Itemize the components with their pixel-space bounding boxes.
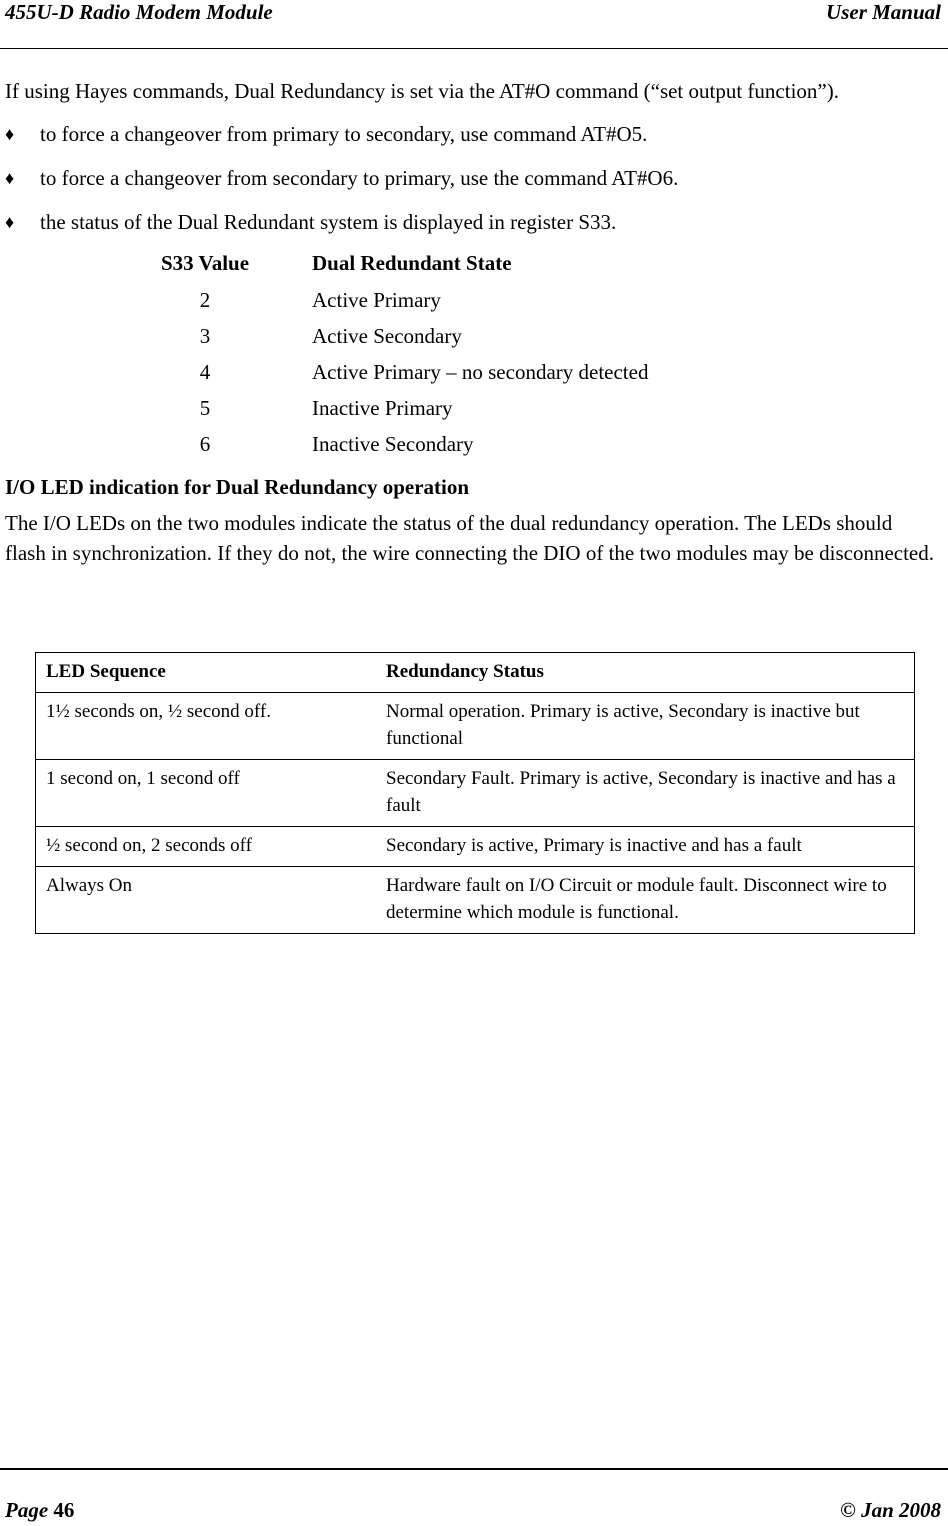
copyright-date: © Jan 2008 [840, 1498, 941, 1522]
section-heading: I/O LED indication for Dual Redundancy operation [5, 475, 470, 500]
header-title: 455U-D Radio Modem Module [5, 0, 273, 24]
s33-value: 2 [199, 288, 211, 313]
table-row [5, 426, 935, 462]
led-sequence-cell: 1½ seconds on, ½ second off. [36, 693, 377, 760]
diamond-bullet-icon: ♦ [5, 212, 15, 233]
redundancy-status-cell: Secondary Fault. Primary is active, Secondary is inactive and has a fault [376, 760, 915, 827]
page-footer [5, 1498, 941, 1524]
table-row [5, 390, 935, 426]
led-sequence-table [35, 652, 915, 934]
s33-value: 6 [199, 432, 211, 457]
command-list [5, 120, 935, 236]
list-item-text: to force a changeover from secondary to primary, use the command AT#O6. [40, 166, 679, 191]
s33-value: 5 [199, 396, 211, 421]
list-item-text: the status of the Dual Redundant system is displayed in register S33. [40, 210, 617, 235]
s33-state: Inactive Secondary [312, 432, 474, 457]
redundancy-status-header: Redundancy Status [376, 653, 915, 693]
header-divider [0, 48, 948, 49]
page-label: Page [5, 1498, 49, 1522]
page-number: 46 [53, 1498, 75, 1522]
dual-redundant-state-header: Dual Redundant State [312, 251, 512, 276]
list-item-text: to force a changeover from primary to secondary, use command AT#O5. [40, 122, 648, 147]
table-row [36, 760, 915, 827]
table-row [36, 827, 915, 867]
led-sequence-header: LED Sequence [36, 653, 377, 693]
table-row [36, 693, 915, 760]
diamond-bullet-icon: ♦ [5, 124, 15, 145]
s33-value: 4 [199, 360, 211, 385]
table-row [5, 318, 935, 354]
s33-state: Active Primary [312, 288, 441, 313]
redundancy-status-cell: Secondary is active, Primary is inactive and has a fault [376, 827, 915, 867]
header-manual-label: User Manual [826, 0, 941, 24]
s33-value: 3 [199, 324, 211, 349]
redundancy-status-cell: Hardware fault on I/O Circuit or module fault. Disconnect wire to determine which module is functional. [376, 867, 915, 934]
table-row [5, 354, 935, 390]
page-number-label [5, 1498, 74, 1523]
table-row [36, 867, 915, 934]
s33-value-header: S33 Value [160, 251, 250, 276]
redundancy-status-cell: Normal operation. Primary is active, Secondary is inactive but functional [376, 693, 915, 760]
page-header [5, 0, 941, 26]
list-item [5, 208, 935, 236]
table-header-row [36, 653, 915, 693]
list-item [5, 164, 935, 192]
s33-value-table [5, 244, 935, 462]
s33-state: Inactive Primary [312, 396, 453, 421]
table-row [5, 282, 935, 318]
led-sequence-cell: ½ second on, 2 seconds off [36, 827, 377, 867]
list-item [5, 120, 935, 148]
s33-state: Active Secondary [312, 324, 462, 349]
led-sequence-cell: 1 second on, 1 second off [36, 760, 377, 827]
diamond-bullet-icon: ♦ [5, 168, 15, 189]
s33-header-row [5, 244, 935, 282]
section-paragraph: The I/O LEDs on the two modules indicate the status of the dual redundancy operation. The LEDs should flash in synchronization. If they do not, the wire connecting the DIO of the two modules may be disconnected. [5, 511, 935, 566]
page-content [5, 78, 935, 568]
footer-divider [0, 1468, 948, 1470]
intro-paragraph: If using Hayes commands, Dual Redundancy is set via the AT#O command (“set output function”). [5, 79, 839, 103]
led-sequence-cell: Always On [36, 867, 377, 934]
s33-state: Active Primary – no secondary detected [312, 360, 649, 385]
